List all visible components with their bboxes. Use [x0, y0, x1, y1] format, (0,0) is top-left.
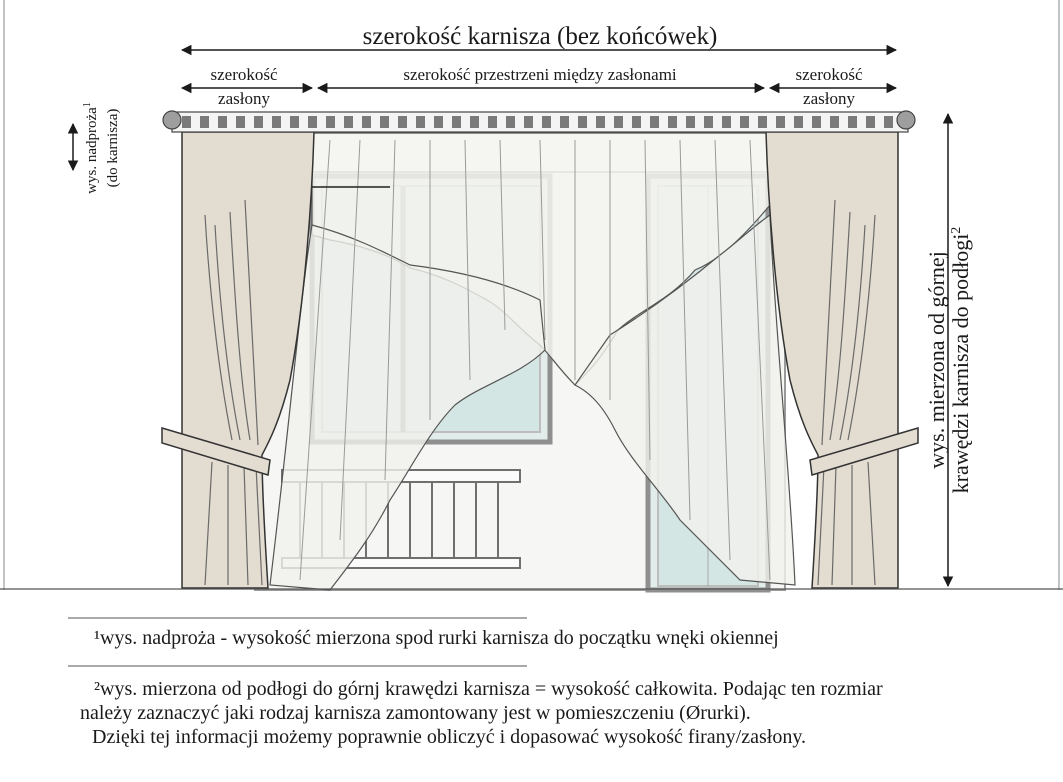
left-curtain-width-label-2: zasłony — [218, 89, 270, 108]
right-curtain-width-label-2: zasłony — [803, 89, 855, 108]
footnote-2 — [0, 677, 1063, 749]
rod-finial-right — [897, 111, 915, 129]
space-between-label: szerokość przestrzeni między zasłonami — [403, 65, 677, 84]
lintel-height-label-2: (do karnisza) — [105, 108, 121, 188]
footnote-1 — [0, 626, 1063, 650]
footnote-2-line-1: ²wys. mierzona od podłogi do górnj krawędzi karnisza = wysokość całkowita. Podając ten rozmiar — [94, 678, 883, 700]
total-height-label-1: wys. mierzona od górnej — [924, 251, 949, 469]
left-curtain-width-label-1: szerokość — [210, 65, 278, 84]
lintel-height-label: wys. nadproża$^1$ — [82, 102, 100, 194]
total-height-label-2: krawędzi karnisza do podłogi$^2$ — [948, 226, 973, 494]
footnote-1-text: ¹wys. nadproża - wysokość mierzona spod rurki karnisza do początku wnęki okiennej — [94, 627, 779, 649]
rod-finial-left — [163, 111, 181, 129]
footnote-2-line-2: należy zaznaczyć jaki rodzaj karnisza zamontowany jest w pomieszczeniu (Ørurki). — [80, 702, 751, 724]
right-curtain-width-label-1: szerokość — [795, 65, 863, 84]
curtain-rod — [163, 111, 915, 132]
rod-width-label: szerokość karnisza (bez końcówek) — [362, 23, 718, 50]
footnote-2-line-3: Dzięki tej informacji możemy poprawnie obliczyć i dopasować wysokość firany/zasłony. — [92, 726, 807, 748]
